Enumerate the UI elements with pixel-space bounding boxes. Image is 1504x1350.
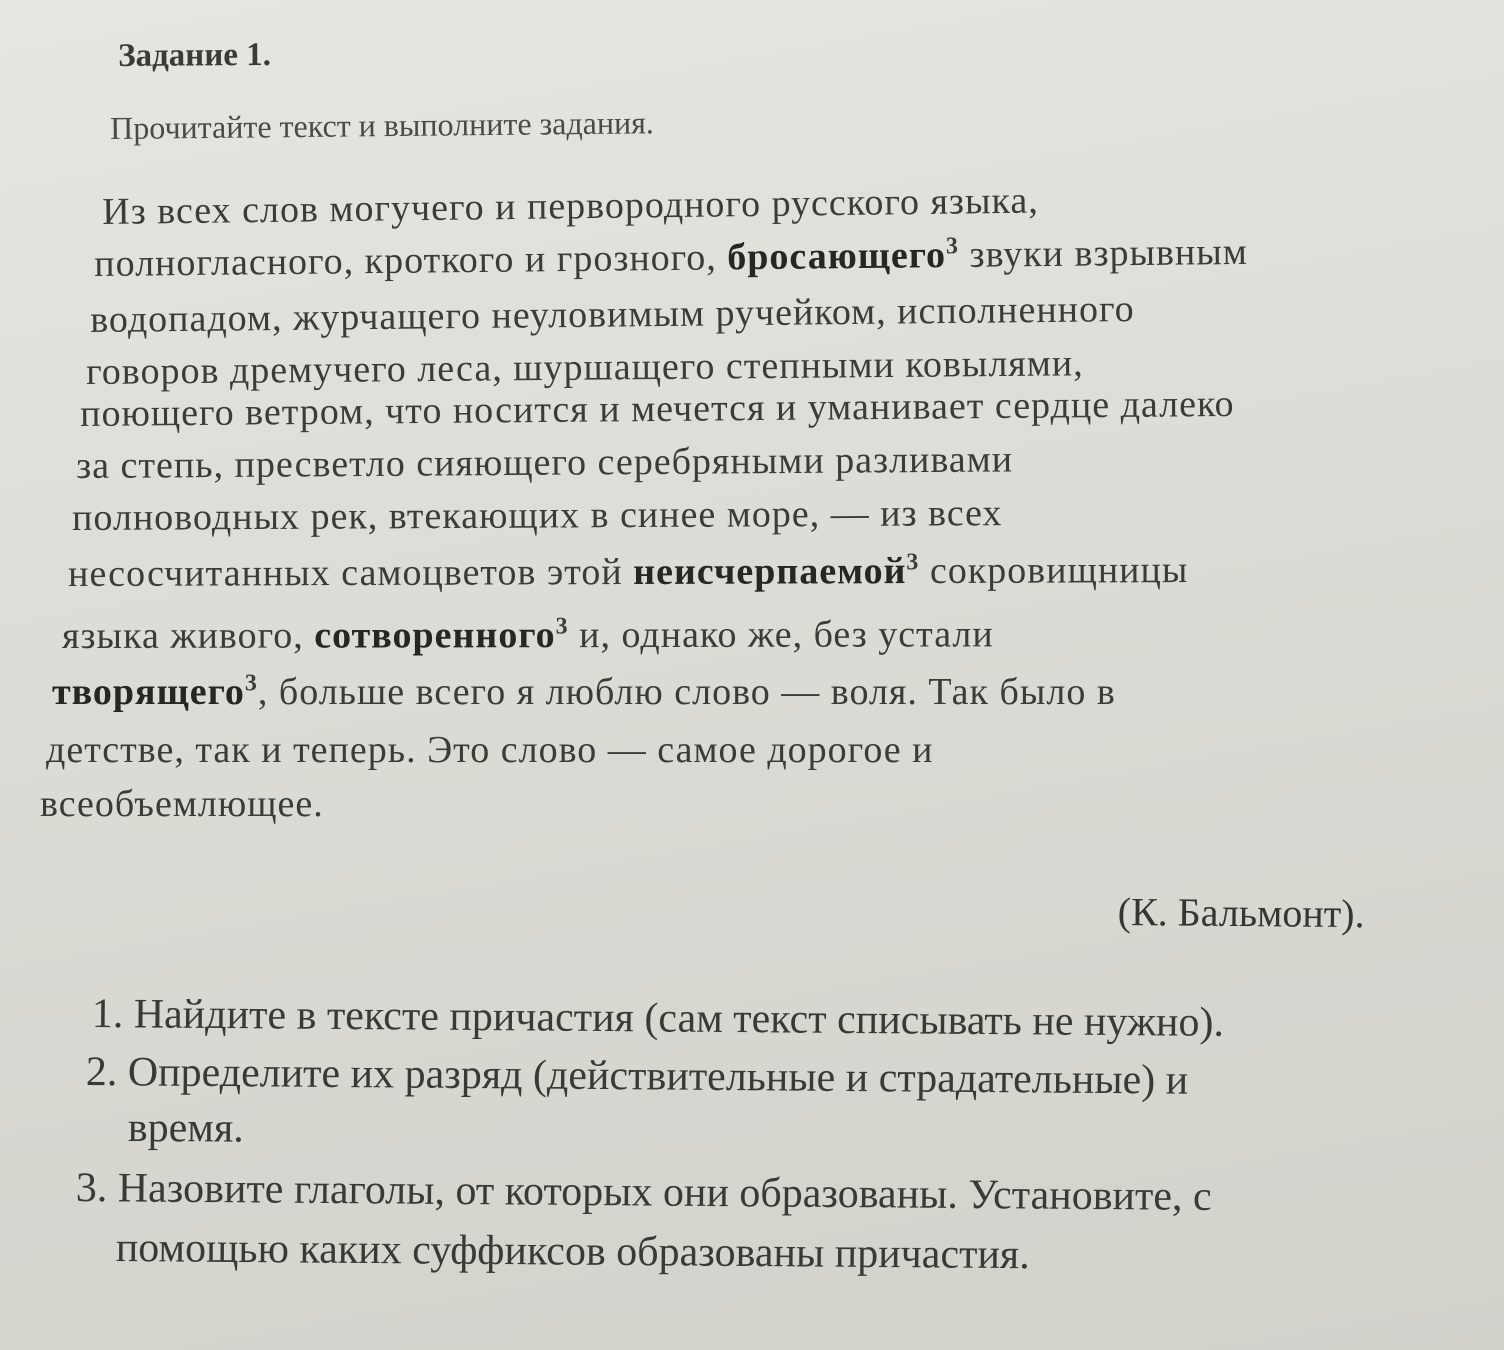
passage-line: Из всех слов могучего и первородного русского языка, — [102, 179, 1039, 233]
passage-line: детстве, так и теперь. Это слово — самое дорогое и — [46, 729, 934, 771]
footnote-mark: 3 — [906, 549, 920, 576]
passage-line: полноводных рек, втекающих в синее море, — из всех — [72, 492, 1003, 539]
highlighted-word: неисчерпаемой — [633, 550, 907, 594]
passage-line: полногласного, кроткого и грозного, бросающего$^3$ звуки взрывным — [94, 230, 1249, 285]
task-instruction: Прочитайте текст и выполните задания. — [110, 104, 655, 146]
passage-line: поющего ветром, что носится и мечется и уманивает сердце далеко — [80, 382, 1235, 435]
passage-line: языка живого, сотворенного$^3$ и, однако же, без устали — [62, 613, 994, 657]
passage-line: за степь, пресветло сияющего серебряными разливами — [76, 438, 1014, 487]
task-item-2: 2. Определите их разряд (действительные и страдательные) и — [85, 1049, 1189, 1104]
task-heading: Задание 1. — [118, 36, 272, 74]
highlighted-word: бросающего — [727, 234, 947, 279]
highlighted-word: творящего — [52, 671, 245, 713]
footnote-mark: 3 — [244, 670, 258, 697]
task-item-3-continuation: помощью каких суффиксов образованы причастия. — [115, 1225, 1030, 1279]
passage-line: творящего$^3$, больше всего я люблю слово — воля. Так было в — [52, 670, 1116, 713]
task-item-2-continuation: время. — [127, 1105, 244, 1152]
passage-line: водопадом, журчащего неуловимым ручейком, исполненного — [90, 288, 1135, 341]
author-attribution: (К. Бальмонт). — [1117, 888, 1365, 937]
task-item-1: 1. Найдите в тексте причастия (сам текст списывать не нужно). — [91, 990, 1225, 1046]
footnote-mark: 3 — [555, 613, 569, 640]
passage-line: всеобъемлющее. — [40, 783, 324, 825]
passage-line: говоров дремучего леса, шуршащего степными ковылями, — [86, 342, 1084, 393]
footnote-mark: 3 — [945, 233, 960, 260]
passage-line: несосчитанных самоцветов этой неисчерпаемой$^3$ сокровищницы — [68, 549, 1189, 595]
highlighted-word: сотворенного — [314, 614, 556, 657]
task-item-3: 3. Назовите глаголы, от которых они образованы. Установите, с — [75, 1165, 1212, 1220]
